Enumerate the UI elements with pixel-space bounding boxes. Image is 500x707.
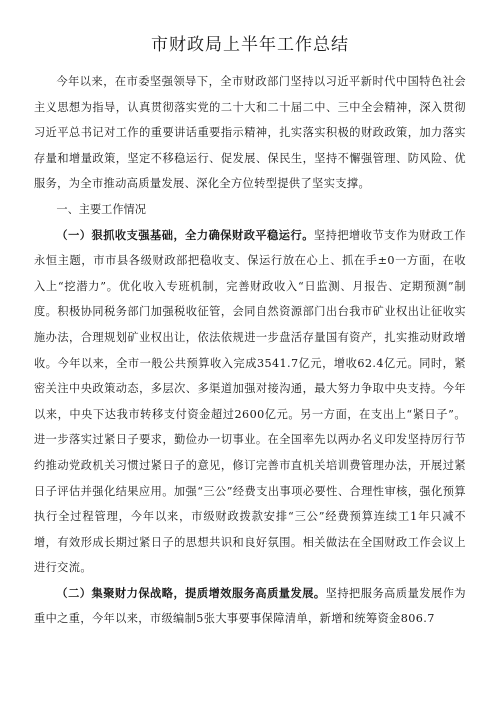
item2-body: 坚持把服务高质量发展作为重中之重，今年以来，市级编制5张大事要事保障清单，新增和统筹资金806.7 (34, 586, 466, 626)
section-heading-main-work: 一、主要工作情况 (56, 202, 146, 216)
item1-paragraph (34, 223, 466, 581)
intro-paragraph: 今年以来，在市委坚强领导下，全市财政部门坚持以习近平新时代中国特色社会主义思想为指导，认真贯彻落实党的二十大和二十届二中、三中全会精神，深入贯彻习近平总书记对工作的重要讲话重要指示精神，扎实落实积极的财政政策，加力落实存量和增量政策，坚定不移稳运行、促发展、保民生，坚持不懈强管理、防风险、优服务，为全市推动高质量发展、深化全方位转型提供了坚实支撑。 (34, 75, 466, 191)
item1-body: 坚持把增收节支作为财政工作永恒主题，市市县各级财政部把稳收支、保运行放在心上、抓在手±0一方面，在收入上“挖潜力”。优化收入专班机制，完善财政收入“日监测、月报告、定期预测”制度。积极协同税务部门加强税收征管，会同自然资源部门出台我市矿业权出让征收实施办法，合理规划矿业权出让，依法依规进一步盘活存量国有资产，扎实推动财政增收。今年以来，全市一般公共预算收入完成3541.7亿元，增收62.4亿元。同时，紧密关注中央政策动态，多层次、多渠道加强对接沟通，最大努力争取中央支持。今年以来，中央下达我市转移支付资金超过2600亿元。另一方面，在支出上“紧日子”。进一步落实过紧日子要求，勤俭办一切事业。在全国率先以两办名义印发坚持厉行节约推动党政机关习惯过紧日子的意见，修订完善市直机关培训费管理办法，开展过紧日子评估并强化结果应用。加强“三公”经费支出事项必要性、合理性审核，强化预算执行全过程管理，今年以来，市级财政拨款安排“三公”经费预算连续工1年只减不增，有效形成长期过紧日子的思想共识和良好氛围。相关做法在全国财政工作会议上进行交流。 (34, 228, 466, 575)
item2-paragraph (34, 581, 466, 632)
item2-lead: （二）集聚财力保战略，提质增效服务高质量发展。 (56, 585, 326, 600)
item1-lead: （一）狠抓收支强基础，全力确保财政平稳运行。 (56, 227, 314, 242)
document-title: 市财政局上半年工作总结 (151, 35, 349, 55)
